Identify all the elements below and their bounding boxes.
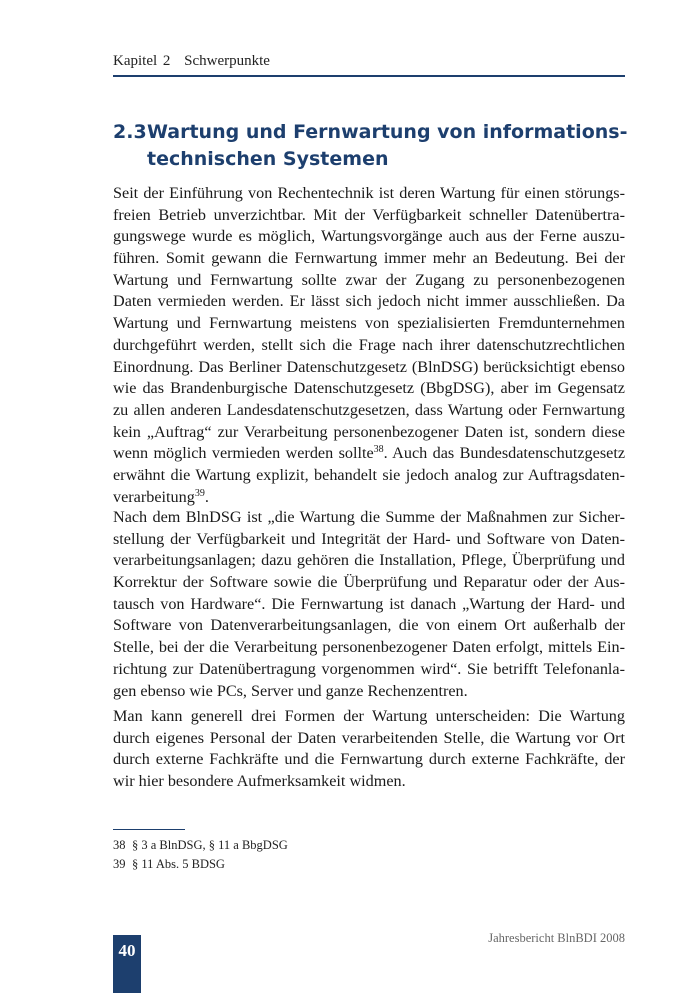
footnote-number: 38 <box>113 838 126 852</box>
footnote-rule <box>113 829 185 830</box>
text-line: durch eigenes Personal der Daten verarbeitenden Stelle, die Wartung vor Ort <box>113 728 625 747</box>
text-line: tausch von Hardware“. Die Fernwartung ist danach „Wartung der Hard- und <box>113 594 625 613</box>
text-line: Einordnung. Das Berliner Datenschutzgesetz (BlnDSG) berücksichtigt ebenso <box>113 357 625 376</box>
running-head <box>113 53 270 70</box>
text-line <box>113 443 625 465</box>
text-line: verarbeitungsanlagen; dazu gehören die Installation, Pflege, Überprüfung und <box>113 551 625 570</box>
text-line: erwähnt die Wartung explizit, behandelt sie jedoch analog zur Auftragsdaten- <box>113 465 625 484</box>
text-line: kein „Auftrag“ zur Verarbeitung personenbezogener Daten ist, sondern diese <box>113 422 625 441</box>
section-title-line2: technischen Systemen <box>147 148 389 170</box>
footnotes <box>113 836 288 874</box>
chapter-label: Kapitel 2 <box>113 53 171 69</box>
text-line: freien Betrieb unverzichtbar. Mit der Verfügbarkeit schneller Datenübertra- <box>113 205 625 224</box>
paragraph-3 <box>113 706 625 793</box>
text-line: führen. Somit gewann die Fernwartung immer mehr an Bedeutung. Bei der <box>113 249 625 268</box>
text-line: Man kann generell drei Formen der Wartung unterscheiden: Die Wartung <box>113 707 625 725</box>
text-line: Stelle, bei der die Verarbeitung personenbezogener Daten erfolgt, mittels Ein- <box>113 638 625 657</box>
footnote-39 <box>113 855 288 874</box>
text-line: Korrektur der Software sowie die Überprüfung und Reparatur oder der Aus- <box>113 573 625 592</box>
footnote-ref-38[interactable]: 38 <box>373 444 384 456</box>
text-line <box>113 487 625 509</box>
text-line: durchgeführt werden, stellt sich die Frage nach ihrer datenschutzrechtlichen <box>113 335 625 354</box>
text-line: zu allen anderen Landesdatenschutzgesetzen, dass Wartung oder Fernwartung <box>113 400 625 419</box>
footnote-38 <box>113 836 288 855</box>
text-line: stellung der Verfügbarkeit und Integrität der Hard- und Software von Daten- <box>113 529 625 548</box>
text-line: Wartung und Fernwartung meistens von spezialisierten Fremdunternehmen <box>113 314 625 333</box>
chapter-title: Schwerpunkte <box>184 53 270 69</box>
paragraph-1 <box>113 183 625 508</box>
footnote-number: 39 <box>113 857 126 871</box>
text-line: Daten vermieden werden. Er lässt sich jedoch nicht immer ausschließen. Da <box>113 292 625 311</box>
text-line: richtung zur Datenübertragung vorgenommen wird“. Sie betrifft Telefonanla- <box>113 659 625 678</box>
text-line: gungswege wurde es möglich, Wartungsvorgänge auch aus der Ferne auszu- <box>113 227 625 246</box>
text-segment: verarbeitung <box>113 487 195 506</box>
paragraph-2 <box>113 507 625 702</box>
section-heading <box>113 119 633 173</box>
section-number: 2.3 <box>113 121 147 143</box>
text-line: wie das Brandenburgische Datenschutzgesetz (BbgDSG), aber im Gegensatz <box>113 379 625 398</box>
footnote-text: § 3 a BlnDSG, § 11 a BbgDSG <box>132 838 288 852</box>
section-title-line1: Wartung und Fernwartung von informations- <box>147 121 628 143</box>
text-line: gen ebenso wie PCs, Server und ganze Rechenzentren. <box>113 681 468 700</box>
report-title: Jahresbericht BlnBDI 2008 <box>488 931 625 945</box>
text-line: Nach dem BlnDSG ist „die Wartung die Summe der Maßnahmen zur Sicher- <box>113 508 625 526</box>
text-segment: wenn möglich vermieden werden sollte <box>113 444 374 463</box>
text-line: wir hier besondere Aufmerksamkeit widmen. <box>113 772 406 791</box>
footnote-ref-39[interactable]: 39 <box>194 487 205 499</box>
text-line: Seit der Einführung von Rechentechnik ist deren Wartung für einen störungs- <box>113 184 625 202</box>
header-rule <box>113 75 625 77</box>
footnote-text: § 11 Abs. 5 BDSG <box>132 857 225 871</box>
text-line: durch externe Fachkräfte und die Fernwartung durch externe Fachkräfte, der <box>113 750 625 769</box>
text-segment: . <box>204 487 209 506</box>
text-segment: . Auch das Bundesdatenschutzgesetz <box>383 444 625 463</box>
page-number: 40 <box>113 935 141 993</box>
text-line: Software von Datenverarbeitungsanlagen, die von einem Ort außerhalb der <box>113 616 625 635</box>
text-line: Wartung und Fernwartung sollte zwar der Zugang zu personenbezogenen <box>113 270 625 289</box>
